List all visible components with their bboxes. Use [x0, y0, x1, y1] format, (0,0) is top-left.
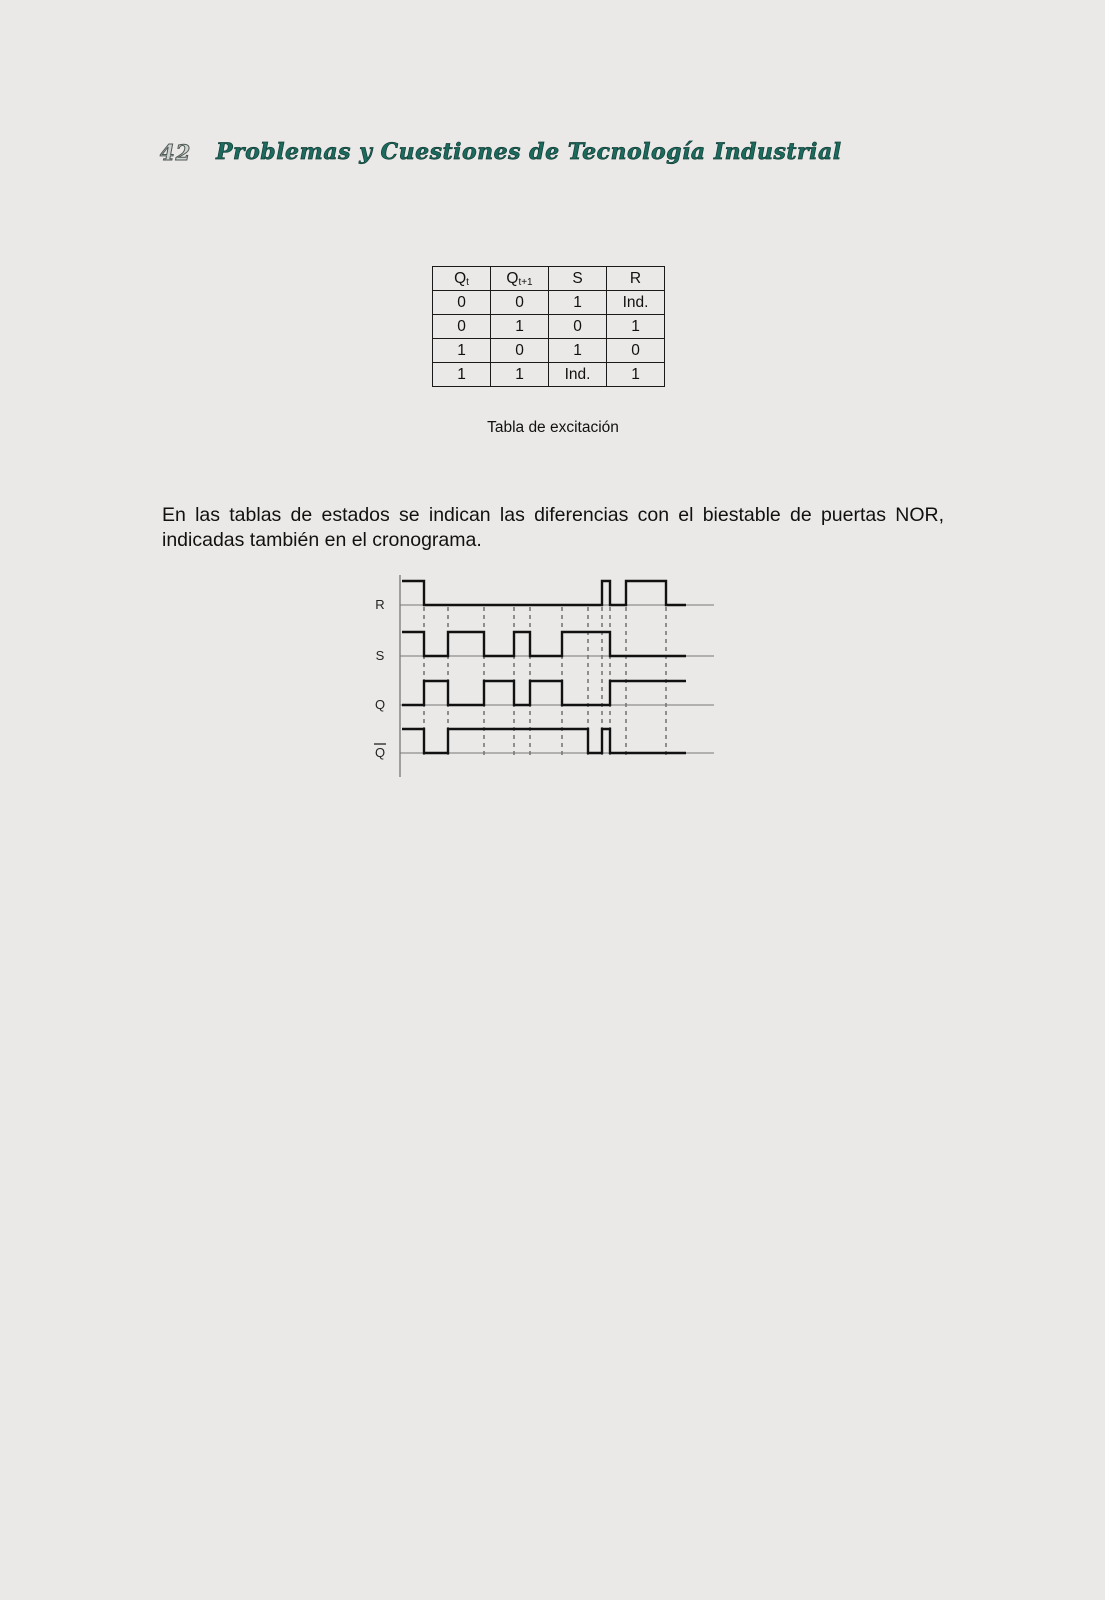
table-cell: 1 [491, 363, 549, 387]
table-cell: Ind. [607, 291, 665, 315]
table-cell: 1 [549, 339, 607, 363]
table-header-cell: $Q_t$ [433, 267, 491, 291]
table-cell: 0 [607, 339, 665, 363]
excitation-table [432, 266, 665, 387]
table-cell: Ind. [549, 363, 607, 387]
body-paragraph: En las tablas de estados se indican las diferencias con el biestable de puertas NOR, indicadas también en el cronograma. [162, 503, 944, 551]
table-cell: 0 [549, 315, 607, 339]
table-header-cell: R [607, 267, 665, 291]
signal-label: Q [374, 697, 386, 712]
table-caption: Tabla de excitación [487, 419, 619, 436]
table-cell: 1 [607, 363, 665, 387]
table-cell: 0 [433, 315, 491, 339]
table-cell: 0 [433, 291, 491, 315]
book-title: Problemas y Cuestiones de Tecnología Industrial [216, 139, 842, 165]
table-row [433, 315, 665, 339]
table-cell: 1 [433, 363, 491, 387]
table-cell: 1 [549, 291, 607, 315]
table-cell: 1 [607, 315, 665, 339]
table-cell: 1 [433, 339, 491, 363]
table-cell: 0 [491, 291, 549, 315]
signal-waveform [402, 729, 686, 753]
signal-label: R [375, 597, 385, 612]
page-number: 42 [160, 139, 192, 165]
table-header-cell: $Q_{t+1}$ [491, 267, 549, 291]
signal-waveform [402, 581, 686, 605]
table-row [433, 339, 665, 363]
signal-label: S [375, 648, 385, 663]
table-cell: 1 [491, 315, 549, 339]
signal-waveform [402, 681, 686, 705]
table-row [433, 363, 665, 387]
table-row [433, 291, 665, 315]
signal-label: Q [374, 745, 386, 760]
page-header [160, 134, 842, 170]
table-cell: 0 [491, 339, 549, 363]
signal-waveform [402, 632, 686, 656]
table-header-cell: S [549, 267, 607, 291]
timing-diagram [360, 575, 730, 795]
table-header-row [433, 267, 665, 291]
